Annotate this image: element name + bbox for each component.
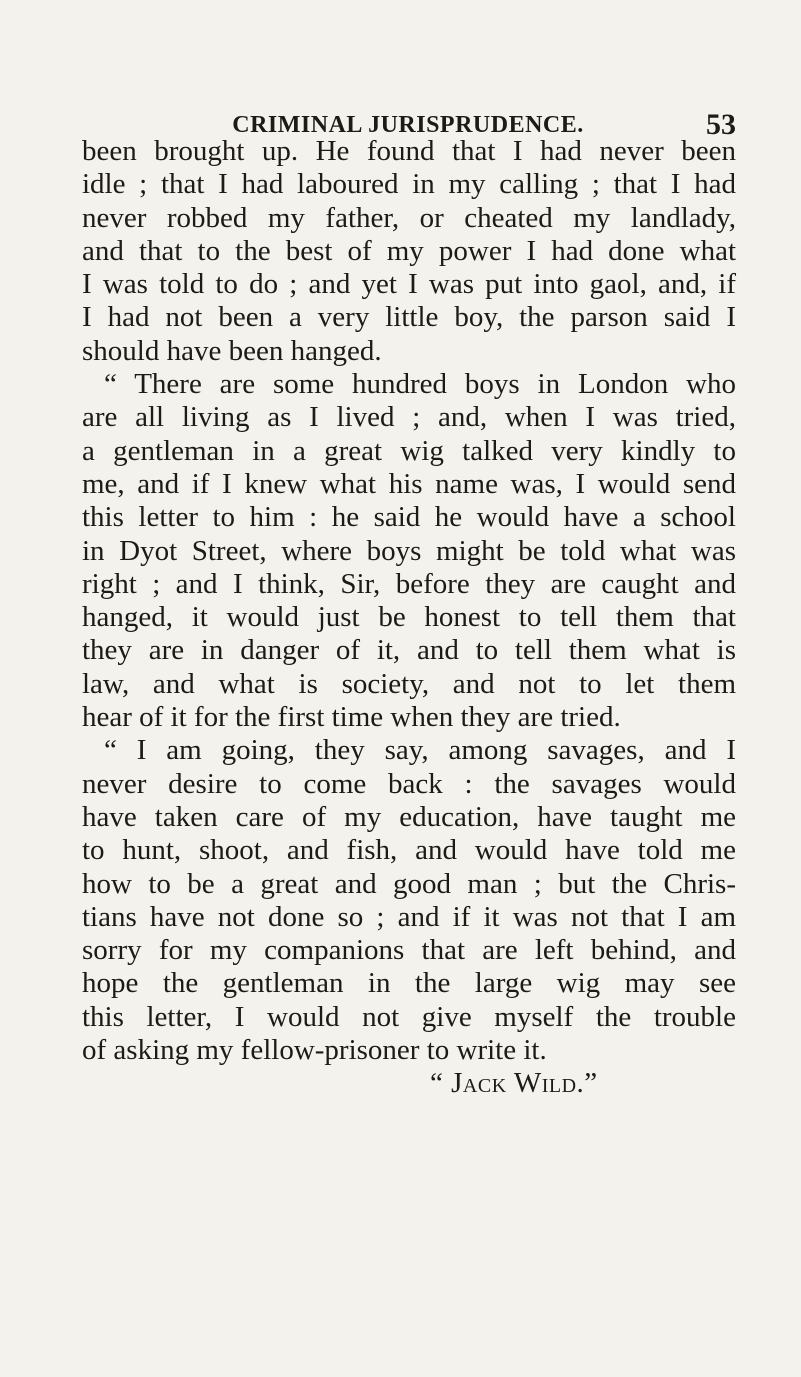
- running-title: CRIMINAL JURISPRUDENCE.: [232, 112, 584, 138]
- text-line: hope the gentleman in the large wig may see: [82, 967, 736, 1000]
- text-line: this letter to him : he said he would have a school: [82, 501, 736, 534]
- text-line: to hunt, shoot, and fish, and would have told me: [82, 834, 736, 867]
- text-line: never robbed my father, or cheated my landlady,: [82, 201, 736, 234]
- text-line: this letter, I would not give myself the trouble: [82, 1000, 736, 1033]
- text-line: hanged, it would just be honest to tell them that: [82, 601, 736, 634]
- text-line: law, and what is society, and not to let them: [82, 667, 736, 700]
- text-line: “ There are some hundred boys in London who: [104, 368, 736, 401]
- text-line: a gentleman in a great wig talked very kindly to: [82, 434, 736, 467]
- text-line: they are in danger of it, and to tell them what is: [82, 634, 736, 667]
- text-line: are all living as I lived ; and, when I was tried,: [82, 401, 736, 434]
- text-line: sorry for my companions that are left behind, and: [82, 934, 736, 967]
- page-number: 53: [706, 108, 736, 141]
- text-line: never desire to come back : the savages would: [82, 767, 736, 800]
- text-line: idle ; that I had laboured in my calling ; that I had: [82, 168, 736, 201]
- text-line: I had not been a very little boy, the parson said I: [82, 301, 736, 334]
- text-line: me, and if I knew what his name was, I would send: [82, 467, 736, 500]
- text-line: have taken care of my education, have taught me: [82, 800, 736, 833]
- text-line: right ; and I think, Sir, before they are caught and: [82, 567, 736, 600]
- text-line: “ I am going, they say, among savages, and I: [104, 734, 736, 767]
- text-line: been brought up. He found that I had never been: [82, 135, 736, 167]
- text-line: I was told to do ; and yet I was put into gaol, and, if: [82, 268, 736, 301]
- body-text: [82, 135, 736, 1101]
- text-line: tians have not done so ; and if it was not that I am: [82, 900, 736, 933]
- signature: “ Jack Wild.”: [430, 1067, 598, 1100]
- text-line: should have been hanged.: [82, 334, 382, 367]
- text-line: and that to the best of my power I had done what: [82, 234, 736, 267]
- text-line: in Dyot Street, where boys might be told what was: [82, 534, 736, 567]
- text-line: hear of it for the first time when they are tried.: [82, 701, 621, 734]
- text-line: how to be a great and good man ; but the Chris-: [82, 867, 736, 900]
- text-line: of asking my fellow-prisoner to write it.: [82, 1034, 547, 1067]
